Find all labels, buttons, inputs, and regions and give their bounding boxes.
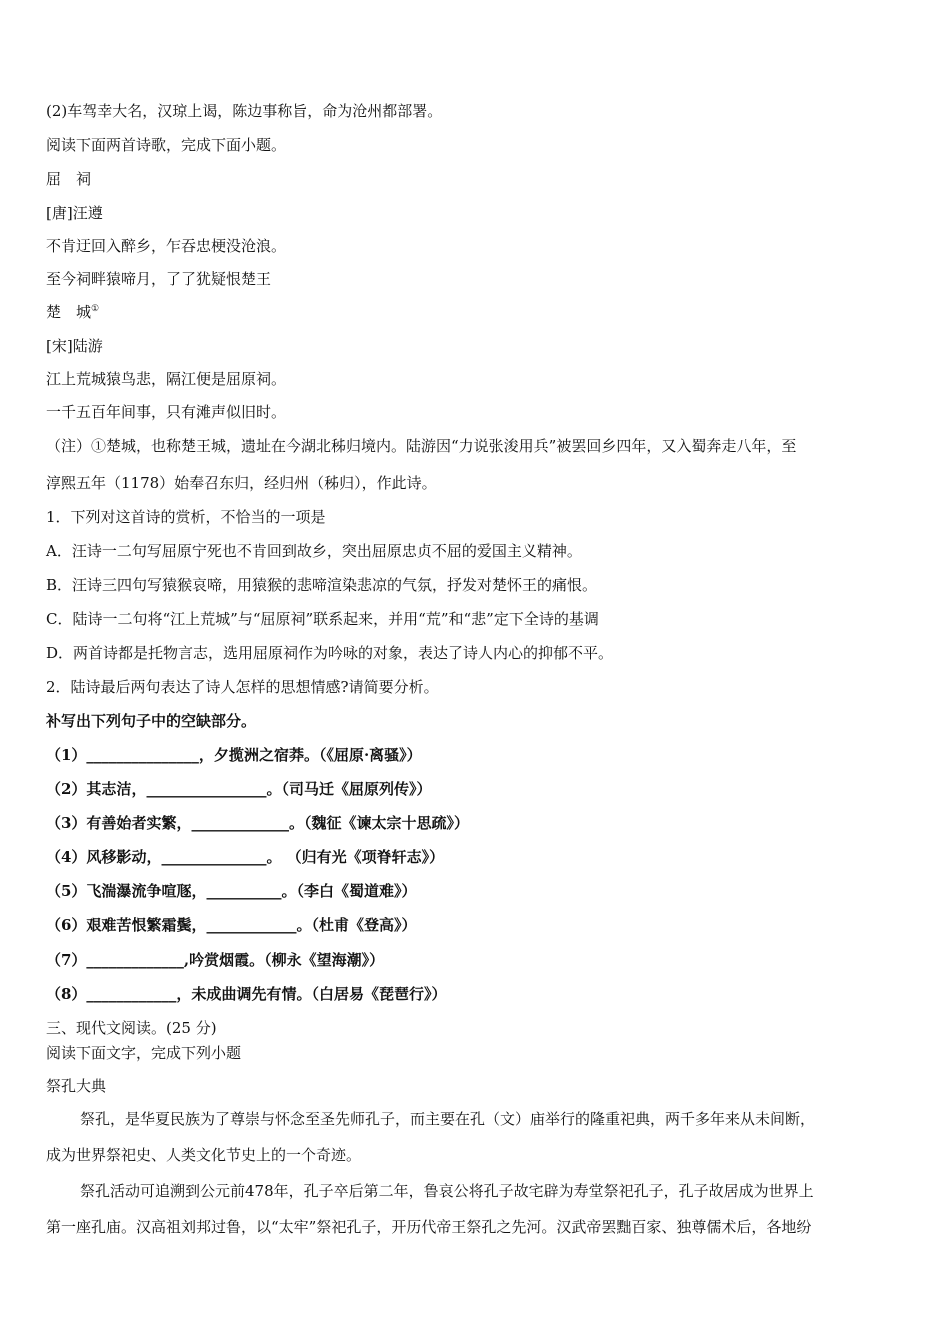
poem2-line1: 江上荒城猿鸟悲，隔江便是屈原祠。: [46, 370, 287, 388]
poem1-line1: 不肯迂回入醉乡，乍吞忠梗没沧浪。: [46, 237, 287, 255]
fill-blank-item: （3）有善始者实繁，_____________。（魏征《谏太宗十思疏》）: [46, 814, 469, 832]
fill-blank-item: （5）飞湍瀑流争喧豗，__________。（李白《蜀道难》）: [46, 882, 417, 900]
poem2-title: [46, 302, 99, 322]
fill-blank-heading: 补写出下列句子中的空缺部分。: [46, 712, 257, 730]
option-c: C．陆诗一二句将“江上荒城”与“屈原祠”联系起来，并用“荒”和“悲”定下全诗的基调: [46, 610, 599, 628]
poem-note-line2: 淳熙五年（1178）始奉召东归，经归州（秭归），作此诗。: [46, 474, 437, 492]
fill-blank-item: （2）其志洁，________________。（司马迁《屈原列传》）: [46, 780, 432, 798]
paragraph-1-line1: 祭孔，是华夏民族为了尊崇与怀念至圣先师孔子，而主要在孔（文）庙举行的隆重祀典，两千多年来从未间断，: [80, 1110, 816, 1128]
question-1: 1．下列对这首诗的赏析，不恰当的一项是: [46, 508, 326, 526]
footnote-marker: ①: [91, 304, 100, 314]
poem2-author: [宋]陆游: [46, 337, 103, 355]
option-a: A．汪诗一二句写屈原宁死也不肯回到故乡，突出屈原忠贞不屈的爱国主义精神。: [46, 542, 582, 560]
fill-blank-item: （6）艰难苦恨繁霜鬓，____________。（杜甫《登高》）: [46, 916, 417, 934]
poem1-line2: 至今祠畔猿啼月，了了犹疑恨楚王: [46, 270, 272, 288]
poetry-intro: 阅读下面两首诗歌，完成下面小题。: [46, 136, 287, 154]
option-d: D．两首诗都是托物言志，选用屈原祠作为吟咏的对象，表达了诗人内心的抑郁不平。: [46, 644, 614, 662]
modern-intro: 阅读下面文字，完成下列小题: [46, 1044, 242, 1062]
paragraph-2-line1: 祭孔活动可追溯到公元前478年，孔子卒后第二年，鲁哀公将孔子故宅辟为寿堂祭祀孔子，孔子故居成为世界上: [80, 1182, 814, 1200]
fill-blank-item: （4）风移影动，______________。 （归有光《项脊轩志》）: [46, 848, 445, 866]
fill-blank-item: （1）_______________，夕揽洲之宿莽。（《屈原·离骚》）: [46, 746, 422, 764]
poem2-line2: 一千五百年间事，只有滩声似旧时。: [46, 403, 287, 421]
fill-blank-item: （7）_____________,吟赏烟霞。（柳永《望海潮》）: [46, 951, 385, 969]
section-heading: 三、现代文阅读。(25 分): [46, 1019, 217, 1037]
fill-blank-item: （8）____________，未成曲调先有情。（白居易《琵琶行》）: [46, 985, 447, 1003]
question-2: 2．陆诗最后两句表达了诗人怎样的思想情感?请简要分析。: [46, 678, 439, 696]
poem1-title: 屈 祠: [46, 170, 92, 188]
article-title: 祭孔大典: [46, 1077, 107, 1095]
poem2-title-text: 楚 城: [46, 303, 92, 321]
poem-note-line1: （注）①楚城，也称楚王城，遗址在今湖北秭归境内。陆游因“力说张浚用兵”被罢回乡四年，又入蜀奔走八年，至: [46, 437, 797, 455]
paragraph-2-line2: 第一座孔庙。汉高祖刘邦过鲁，以“太牢”祭祀孔子，开历代帝王祭孔之先河。汉武帝罢黜百家、独尊儒术后，各地纷: [46, 1218, 812, 1236]
poem1-author: [唐]汪遵: [46, 204, 103, 222]
option-b: B．汪诗三四句写猿猴哀啼，用猿猴的悲啼渲染悲凉的气氛，抒发对楚怀王的痛恨。: [46, 576, 598, 594]
translation-question-2: (2)车驾幸大名，汉琼上谒，陈边事称旨，命为沧州都部署。: [46, 102, 443, 120]
paragraph-1-line2: 成为世界祭祀史、人类文化节史上的一个奇迹。: [46, 1146, 362, 1164]
